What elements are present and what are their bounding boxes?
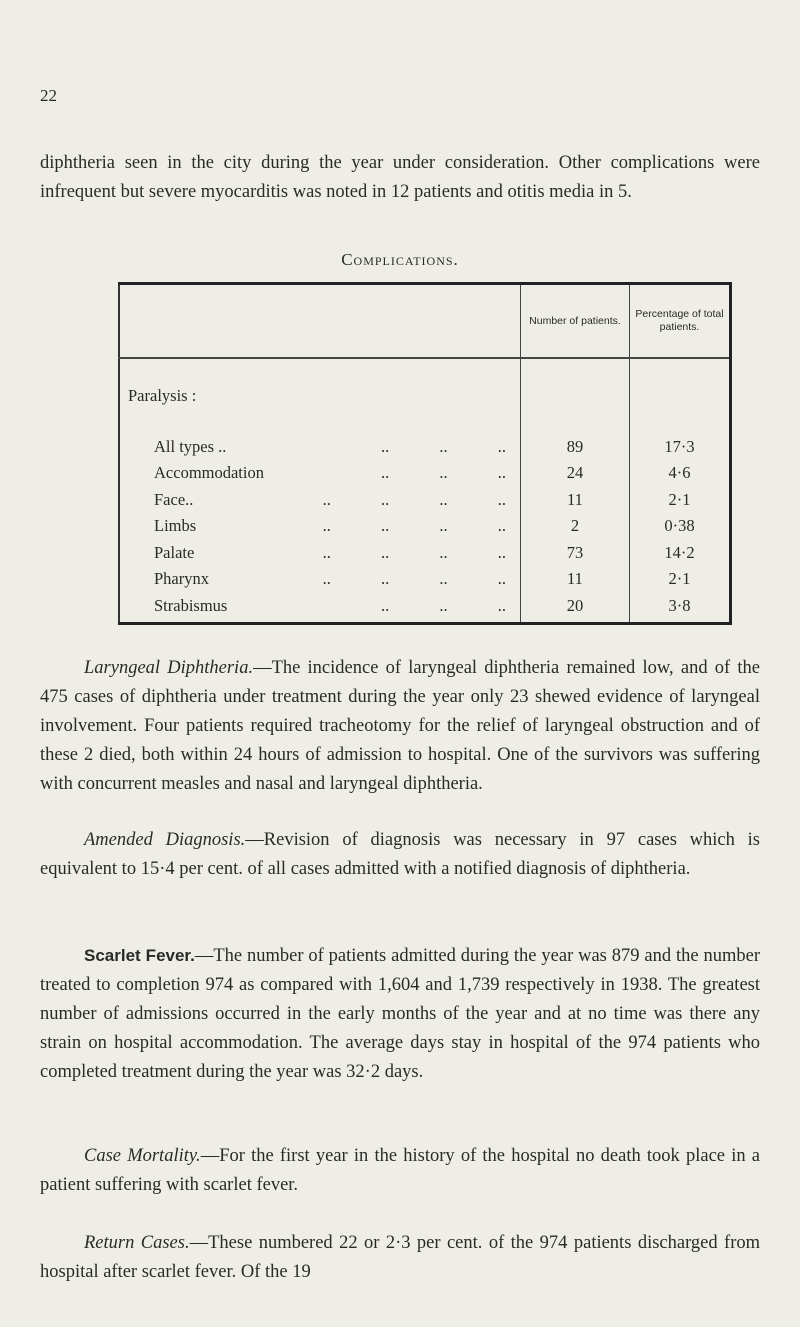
row-number: 2 (521, 515, 630, 542)
row-percent: 3·8 (630, 595, 731, 622)
complications-table (118, 282, 732, 625)
heading: Amended Diagnosis. (84, 830, 246, 850)
row-number: 73 (521, 542, 630, 569)
row-percent: 17·3 (630, 436, 731, 463)
leader-dots: .. .. .. .. (322, 569, 506, 589)
header-blank (119, 284, 521, 359)
table-caption: Complications. (341, 250, 459, 269)
row-percent: 4·6 (630, 462, 731, 489)
header-number: Number of patients. (521, 284, 630, 359)
paragraph-case-mortality: Case Mortality.—For the first year in the history of the hospital no death took place in a patient suffering with scarlet fever. (40, 1146, 760, 1195)
paragraph-laryngeal: Laryngeal Diphtheria.—The incidence of laryngeal diphtheria remained low, and of the 475 cases of diphtheria under treatment during the year only 23 shewed evidence of laryngeal involvement. Four patients required tracheotomy for the relief of laryngeal obstruction and of these 2 died, both within 24 hours of admission to hospital. One of the survivors was suffering with concurrent measles and nasal and laryngeal diphtheria. (40, 658, 760, 794)
table-row (119, 436, 731, 463)
heading: Laryngeal Diphtheria. (84, 658, 254, 678)
row-number: 11 (521, 489, 630, 516)
leader-dots: .. .. .. (381, 463, 506, 483)
row-label: Accommodation (154, 463, 264, 483)
row-label: Face.. (154, 489, 194, 509)
row-label: Pharynx (154, 569, 209, 589)
row-percent: 0·38 (630, 515, 731, 542)
group-label: Paralysis : (128, 386, 197, 405)
leader-dots: .. .. .. .. (322, 542, 506, 562)
paragraph-return-cases: Return Cases.—These numbered 22 or 2·3 per cent. of the 974 patients discharged from hospital after scarlet fever. Of the 19 (40, 1233, 760, 1282)
row-number: 89 (521, 436, 630, 463)
paragraph-amended: Amended Diagnosis.—Revision of diagnosis was necessary in 97 cases which is equivalent to 15·4 per cent. of all cases admitted with a notified diagnosis of diphtheria. (40, 830, 760, 879)
heading: Case Mortality. (84, 1146, 201, 1166)
heading: Return Cases. (84, 1233, 190, 1253)
leader-dots: .. .. .. (381, 596, 506, 616)
row-label: Strabismus (154, 596, 228, 616)
page-number: 22 (40, 86, 57, 105)
row-label: Limbs (154, 516, 197, 536)
row-number: 11 (521, 568, 630, 595)
table-row (119, 595, 731, 622)
header-percent: Percentage of total patients. (630, 284, 731, 359)
row-label: All types .. (154, 436, 227, 456)
table-row (119, 462, 731, 489)
row-number: 24 (521, 462, 630, 489)
table-row (119, 568, 731, 595)
paragraph-scarlet-fever: Scarlet Fever.—The number of patients admitted during the year was 879 and the number treated to completion 974 as compared with 1,604 and 1,739 respectively in 1938. The greatest number of admissions occurred in the early months of the year and at no time was there any strain on hospital accommodation. The average days stay in hospital of the 974 patients who completed treatment during the year was 32·2 days. (40, 946, 760, 1082)
row-number: 20 (521, 595, 630, 622)
row-label: Palate (154, 542, 195, 562)
row-percent: 2·1 (630, 568, 731, 595)
intro-paragraph: diphtheria seen in the city during the year under consideration. Other complications were infrequent but severe myocarditis was noted in 12 patients and otitis media in 5. (40, 153, 760, 202)
leader-dots: .. .. .. .. (322, 489, 506, 509)
table-row (119, 515, 731, 542)
leader-dots: .. .. .. .. (322, 516, 506, 536)
table-row (119, 489, 731, 516)
leader-dots: .. .. .. (381, 436, 506, 456)
row-percent: 14·2 (630, 542, 731, 569)
row-percent: 2·1 (630, 489, 731, 516)
heading: Scarlet Fever. (84, 946, 195, 965)
table-row (119, 542, 731, 569)
